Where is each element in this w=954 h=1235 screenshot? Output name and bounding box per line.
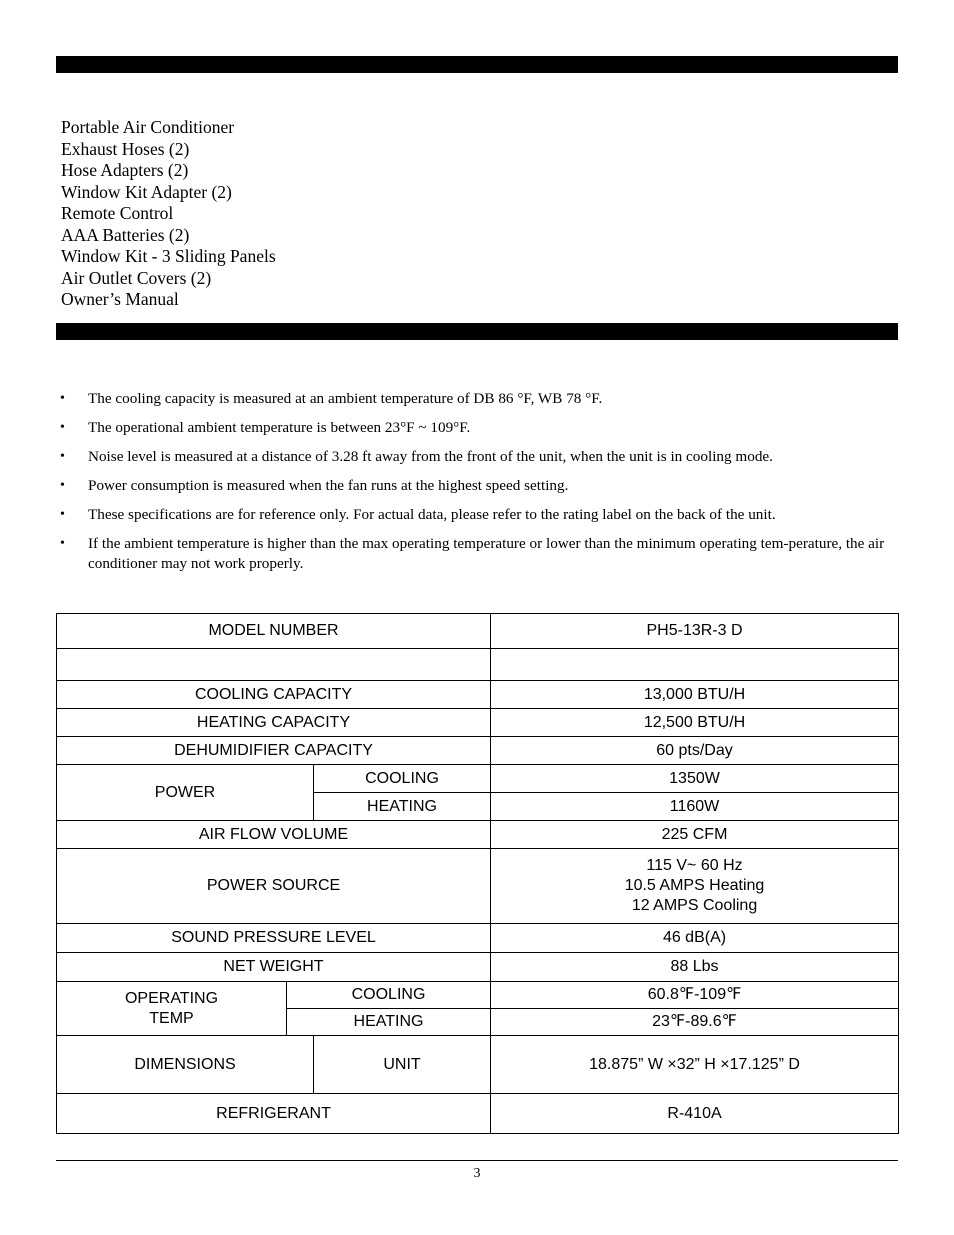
bullet-icon: •	[60, 507, 65, 522]
dimensions-unit-label: UNIT	[314, 1036, 491, 1094]
power-heating-value: 1160W	[491, 793, 899, 821]
list-item: Portable Air Conditioner	[61, 117, 235, 137]
power-cooling-label: COOLING	[314, 765, 491, 793]
dimensions-value: 18.875” W ×32” H ×17.125” D	[491, 1036, 899, 1094]
specifications-table	[56, 613, 899, 1134]
op-temp-cooling-value: 60.8℉-109℉	[491, 982, 899, 1009]
list-item: Exhaust Hoses (2)	[61, 138, 190, 159]
list-item: Air Outlet Covers (2)	[61, 267, 212, 288]
power-source-line: 10.5 AMPS Heating	[624, 877, 765, 894]
list-item: Window Kit Adapter (2)	[61, 181, 232, 202]
refrigerant-label: REFRIGERANT	[57, 1094, 491, 1134]
list-item: Hose Adapters (2)	[61, 160, 189, 180]
power-source-value	[491, 849, 899, 924]
power-heating-label: HEATING	[314, 793, 491, 821]
model-label: MODEL NUMBER	[57, 614, 491, 649]
package-contents-list	[61, 117, 276, 311]
table-row	[57, 821, 899, 849]
footer-rule	[56, 1160, 898, 1161]
op-temp-heating-value: 23℉-89.6℉	[491, 1009, 899, 1036]
bullet-icon: •	[60, 449, 65, 464]
table-row	[57, 1036, 899, 1094]
cooling-capacity-label: COOLING CAPACITY	[57, 681, 491, 709]
list-item: Remote Control	[61, 203, 174, 223]
bullet-icon: •	[60, 478, 65, 493]
cooling-capacity-value: 13,000 BTU/H	[491, 681, 899, 709]
table-row	[57, 1094, 899, 1134]
note-item: • The cooling capacity is measured at an ambient temperature of DB 86 °F, WB 78 °F.	[60, 390, 603, 407]
table-row	[57, 953, 899, 982]
table-row	[57, 924, 899, 953]
refrigerant-value: R-410A	[491, 1094, 899, 1134]
list-item: AAA Batteries (2)	[61, 224, 190, 245]
list-item: Owner’s Manual	[61, 289, 179, 309]
air-flow-label: AIR FLOW VOLUME	[57, 821, 491, 849]
power-source-line: 12 AMPS Cooling	[631, 897, 758, 914]
dimensions-label: DIMENSIONS	[57, 1036, 314, 1094]
op-temp-label-line: OPERATING	[124, 989, 219, 1007]
heating-capacity-label: HEATING CAPACITY	[57, 709, 491, 737]
bullet-icon: •	[60, 391, 65, 406]
section-header-bar-top	[56, 56, 898, 73]
note-item: • Power consumption is measured when the fan runs at the highest speed setting.	[60, 477, 569, 494]
power-label: POWER	[57, 765, 314, 821]
table-row	[57, 681, 899, 709]
bullet-icon: •	[60, 420, 65, 435]
model-value: PH5-13R-3 D	[491, 614, 899, 649]
heating-capacity-value: 12,500 BTU/H	[491, 709, 899, 737]
power-source-line: 115 V~ 60 Hz	[646, 857, 743, 874]
op-temp-heating-label: HEATING	[287, 1009, 491, 1036]
power-cooling-value: 1350W	[491, 765, 899, 793]
op-temp-label-line: TEMP	[149, 1009, 194, 1027]
list-item: Window Kit - 3 Sliding Panels	[61, 246, 276, 266]
table-row	[57, 849, 899, 924]
sound-label: SOUND PRESSURE LEVEL	[57, 924, 491, 953]
table-row	[57, 709, 899, 737]
note-item: • These specifications are for reference only. For actual data, please refer to the rating label on the back of the unit.	[60, 506, 776, 523]
power-source-label: POWER SOURCE	[57, 849, 491, 924]
dehumidifier-value: 60 pts/Day	[491, 737, 899, 765]
weight-label: NET WEIGHT	[57, 953, 491, 982]
table-row-empty	[57, 649, 899, 681]
section-header-bar-specs	[56, 323, 898, 340]
weight-value: 88 Lbs	[491, 953, 899, 982]
air-flow-value: 225 CFM	[491, 821, 899, 849]
table-row	[57, 765, 899, 793]
op-temp-label	[57, 982, 287, 1036]
spec-notes-list	[60, 389, 900, 583]
table-row	[57, 982, 899, 1009]
table-row	[57, 737, 899, 765]
page-number: 3	[473, 1166, 481, 1181]
note-item: • Noise level is measured at a distance of 3.28 ft away from the front of the unit, when the unit is in cooling mode.	[60, 448, 773, 465]
op-temp-cooling-label: COOLING	[287, 982, 491, 1009]
dehumidifier-label: DEHUMIDIFIER CAPACITY	[57, 737, 491, 765]
sound-value: 46 dB(A)	[491, 924, 899, 953]
note-item: • If the ambient temperature is higher than the max operating temperature or lower than the minimum operating tem-perature, the air conditioner may not work properly.	[60, 535, 885, 572]
table-row	[57, 614, 899, 649]
note-item: • The operational ambient temperature is between 23°F ~ 109°F.	[60, 419, 471, 436]
bullet-icon: •	[60, 536, 65, 551]
